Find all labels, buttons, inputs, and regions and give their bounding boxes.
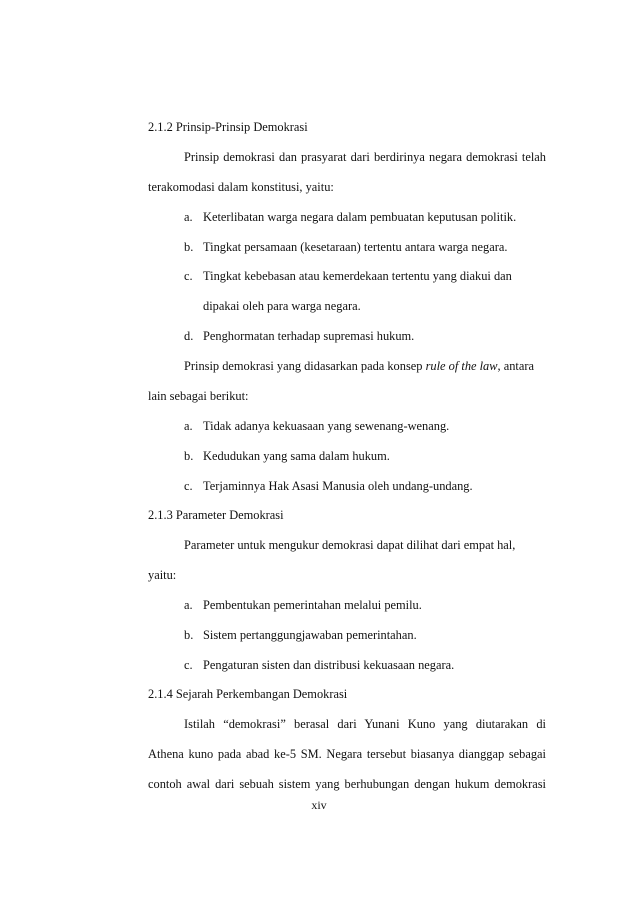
list-marker: d. xyxy=(184,329,194,343)
list-item-text: Tingkat persamaan (kesetaraan) tertentu antara warga negara. xyxy=(203,240,508,254)
list-item-text: Pengaturan sisten dan distribusi kekuasaan negara. xyxy=(203,658,455,672)
paragraph-text: , antara xyxy=(497,359,534,373)
paragraph-line: Istilah “demokrasi” berasal dari Yunani Kuno yang diutarakan di xyxy=(184,717,546,731)
list-item-text: Pembentukan pemerintahan melalui pemilu. xyxy=(203,598,422,612)
section-heading-2-1-3: 2.1.3 Parameter Demokrasi xyxy=(148,508,284,522)
section-heading-2-1-4: 2.1.4 Sejarah Perkembangan Demokrasi xyxy=(148,687,348,701)
list-marker: a. xyxy=(184,210,193,224)
page-number: xiv xyxy=(311,798,327,812)
list-marker: a. xyxy=(184,598,193,612)
list-item-text: Terjaminnya Hak Asasi Manusia oleh undang-undang. xyxy=(203,479,473,493)
list-item-text: Sistem pertanggungjawaban pemerintahan. xyxy=(203,628,417,642)
list-marker: c. xyxy=(184,658,193,672)
section-heading-2-1-2: 2.1.2 Prinsip-Prinsip Demokrasi xyxy=(148,120,308,134)
list-marker: b. xyxy=(184,240,194,254)
paragraph-line: contoh awal dari sebuah sistem yang berhubungan dengan hukum demokrasi xyxy=(148,777,546,791)
italic-term: rule of the law xyxy=(425,359,498,373)
list-marker: b. xyxy=(184,449,194,463)
paragraph-line xyxy=(184,358,534,374)
list-marker: b. xyxy=(184,628,194,642)
list-marker: a. xyxy=(184,419,193,433)
list-item-text: Tingkat kebebasan atau kemerdekaan tertentu yang diakui dan xyxy=(203,269,512,283)
list-item-text: Penghormatan terhadap supremasi hukum. xyxy=(203,329,415,343)
list-marker: c. xyxy=(184,479,193,493)
list-item-text: Tidak adanya kekuasaan yang sewenang-wenang. xyxy=(203,419,450,433)
list-item-text: Kedudukan yang sama dalam hukum. xyxy=(203,449,390,463)
paragraph-line: yaitu: xyxy=(148,568,177,582)
list-item-text: Keterlibatan warga negara dalam pembuatan keputusan politik. xyxy=(203,210,517,224)
paragraph-text: Prinsip demokrasi yang didasarkan pada konsep xyxy=(184,359,426,373)
paragraph-line: terakomodasi dalam konstitusi, yaitu: xyxy=(148,180,334,194)
list-marker: c. xyxy=(184,269,193,283)
paragraph-line: Prinsip demokrasi dan prasyarat dari berdirinya negara demokrasi telah xyxy=(184,150,546,164)
paragraph-line: Parameter untuk mengukur demokrasi dapat dilihat dari empat hal, xyxy=(184,538,516,552)
paragraph-line: lain sebagai berikut: xyxy=(148,389,249,403)
list-item-continuation: dipakai oleh para warga negara. xyxy=(203,299,361,313)
paragraph-line: Athena kuno pada abad ke-5 SM. Negara tersebut biasanya dianggap sebagai xyxy=(148,747,546,761)
